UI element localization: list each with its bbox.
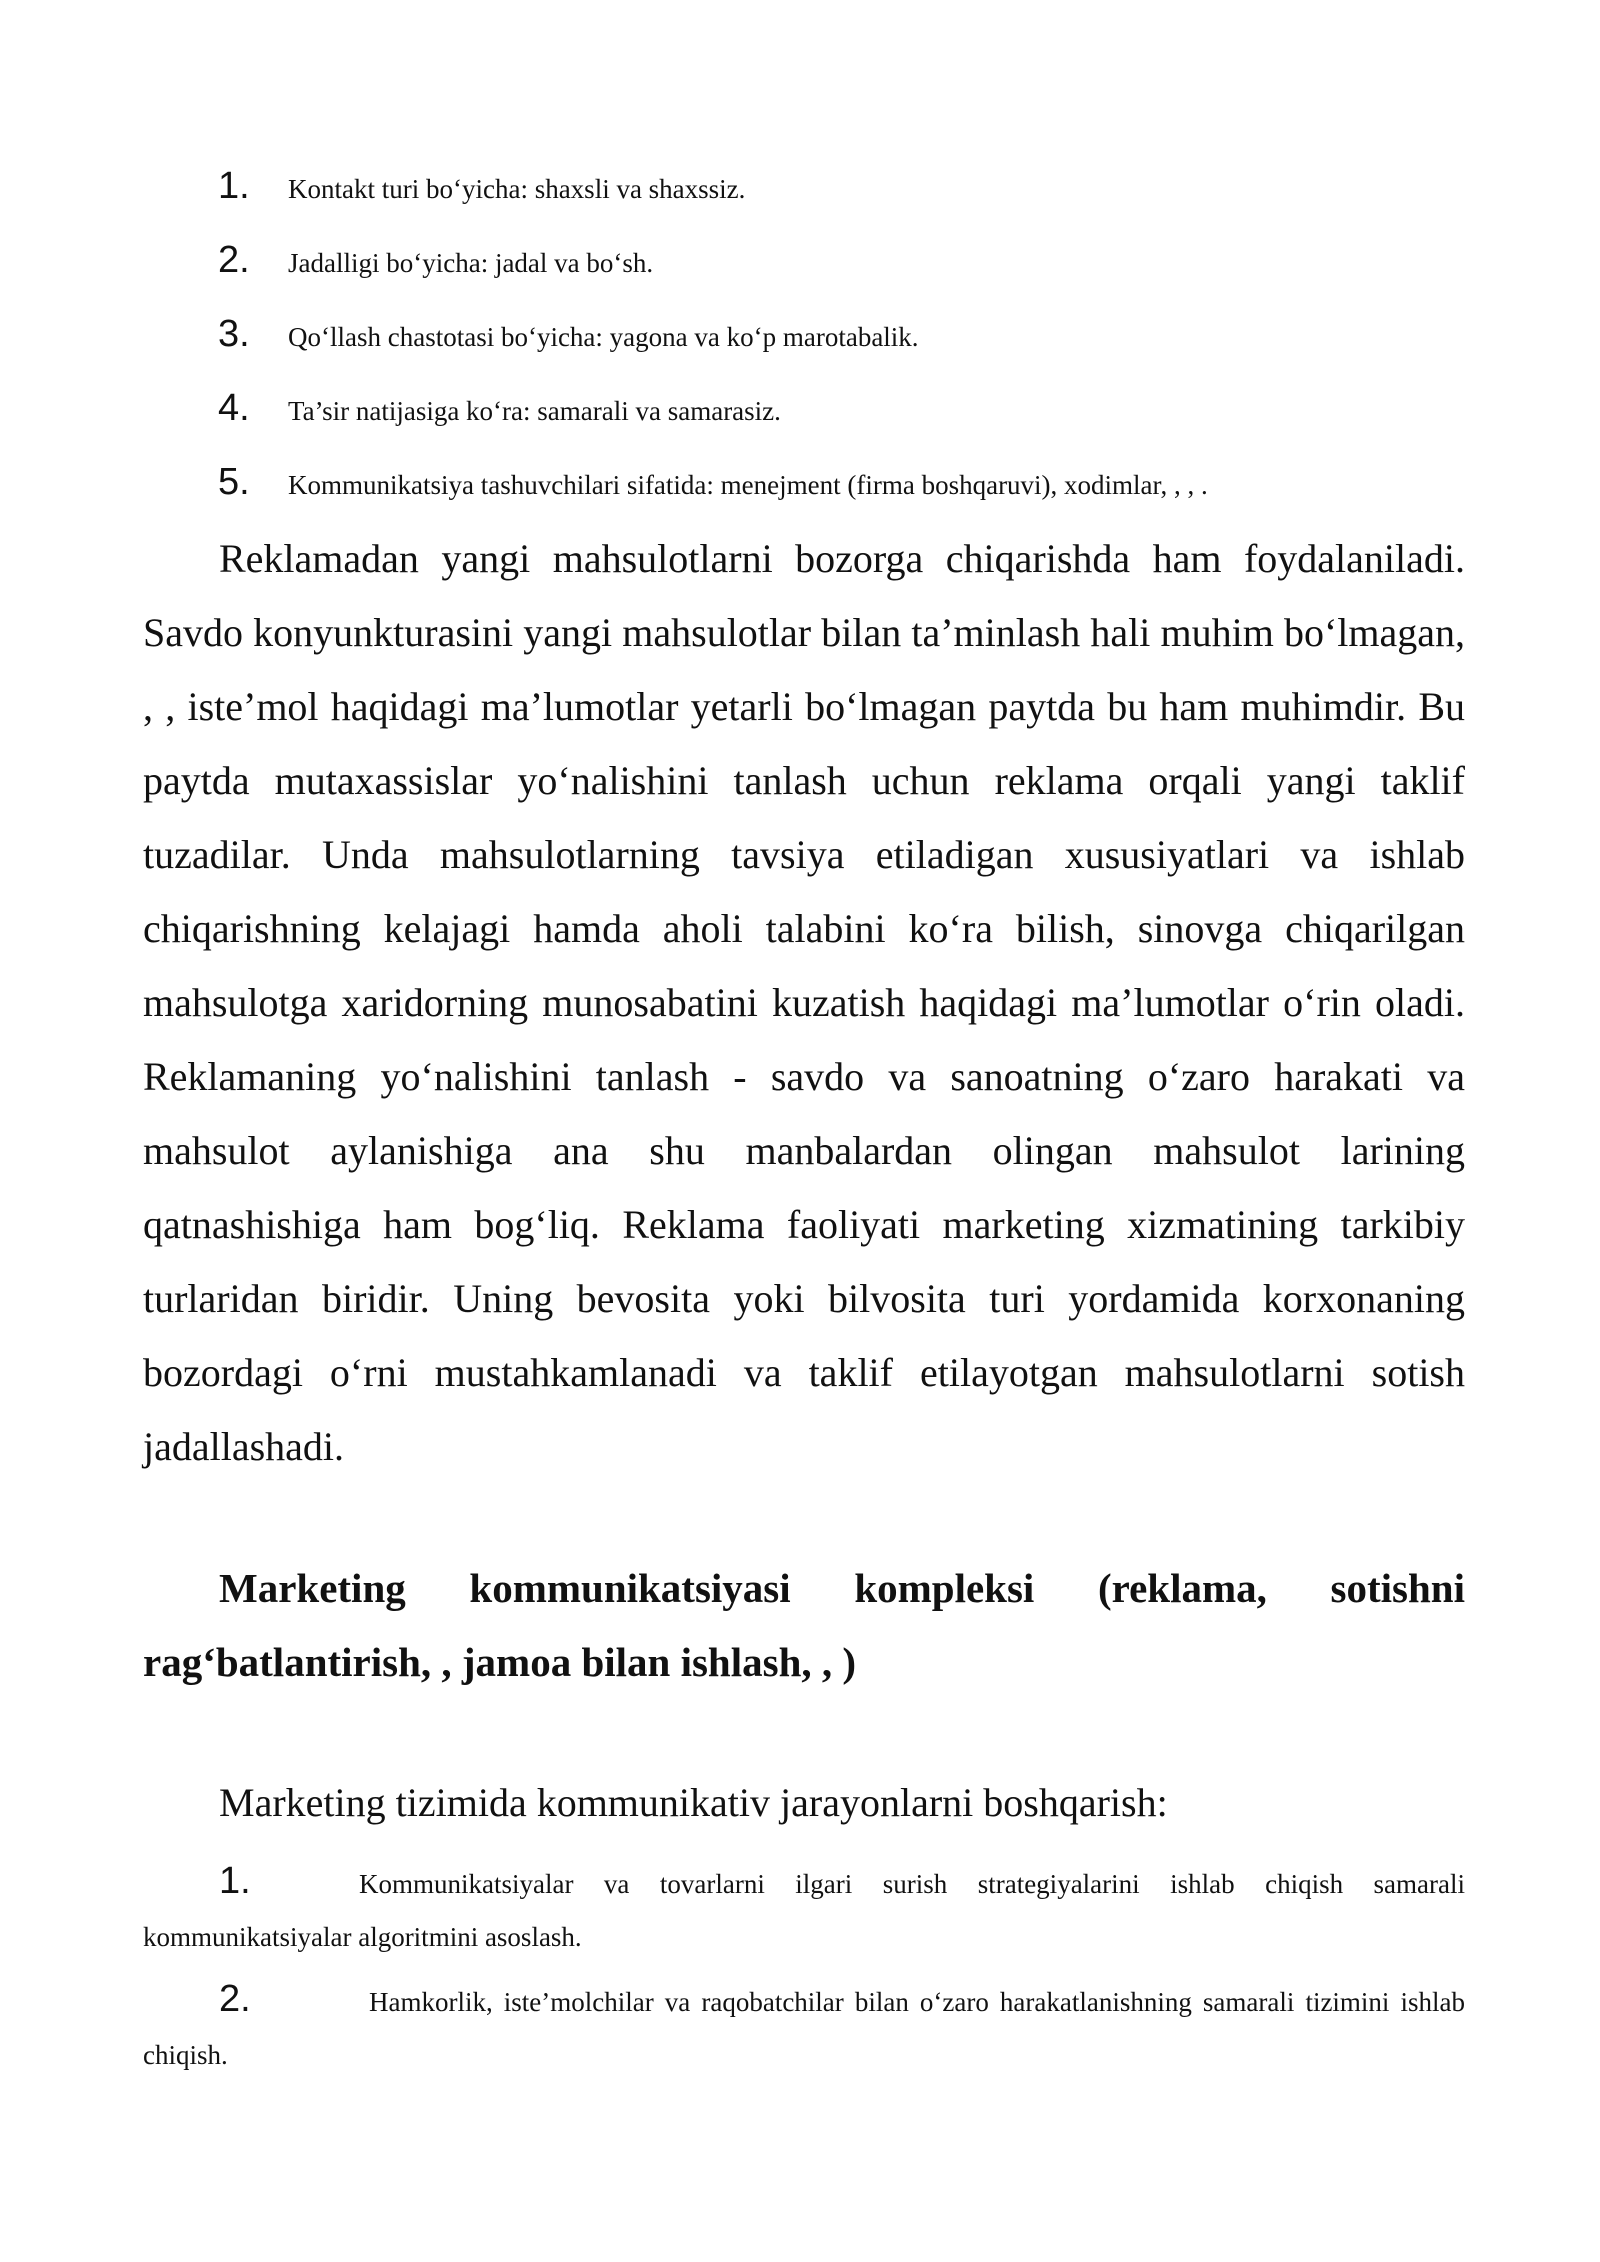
section-subheading: Marketing tizimida kommunikativ jarayonlarni boshqarish: <box>219 1780 1168 1825</box>
list-text: Kommunikatsiya tashuvchilari sifatida: menejment (firma boshqaruvi), xodimlar, , , . <box>288 470 1208 500</box>
list-number: 3. <box>218 313 250 355</box>
list-text: Kommunikatsiyalar va tovarlarni ilgari surish strategiyalarini ishlab chiqish samarali kommunikatsiyalar algoritmini asoslash. <box>143 1869 1465 1952</box>
list-number: 4. <box>218 387 250 429</box>
list-text: Jadalligi bo‘yicha: jadal va bo‘sh. <box>288 248 654 278</box>
list-item <box>143 1855 1465 1964</box>
list-number: 1. <box>218 165 250 207</box>
list-text: Ta’sir natijasiga ko‘ra: samarali va samarasiz. <box>288 396 781 426</box>
list-text: Hamkorlik, iste’molchilar va raqobatchilar bilan o‘zaro harakatlanishning samarali tizimini ishlab chiqish. <box>143 1987 1465 2070</box>
list-item <box>218 165 1468 239</box>
classification-list <box>218 165 1468 535</box>
list-number: 2. <box>219 1978 251 2020</box>
list-item <box>218 387 1468 461</box>
list-number: 2. <box>218 239 250 281</box>
list-item <box>218 239 1468 313</box>
list-text: Kontakt turi bo‘yicha: shaxsli va shaxssiz. <box>288 174 746 204</box>
section-heading: Marketing kommunikatsiyasi kompleksi (reklama, sotishni rag‘batlantirish, , jamoa bilan ishlash, , ) <box>143 1565 1465 1685</box>
list-item <box>143 1973 1465 2082</box>
list-item <box>218 313 1468 387</box>
list-number: 1. <box>219 1860 251 1902</box>
list-text: Qo‘llash chastotasi bo‘yicha: yagona va ko‘p marotabalik. <box>288 322 919 352</box>
body-paragraph: Reklamadan yangi mahsulotlarni bozorga chiqarishda ham foydalaniladi. Savdo konyunkturasini yangi mahsulotlar bilan ta’minlash hali muhim bo‘lmagan, , , iste’mol haqidagi ma’lumotlar yetarli bo‘lmagan paytda bu ham muhimdir. Bu paytda mutaxassislar yo‘nalishini tanlash uchun reklama orqali yangi taklif tuzadilar. Unda mahsulotlarning tavsiya etiladigan xususiyatlari va ishlab chiqarishning kelajagi hamda aholi talabini ko‘ra bilish, sinovga chiqarilgan mahsulotga xaridorning munosabatini kuzatish haqidagi ma’lumotlar o‘rin oladi. Reklamaning yo‘nalishini tanlash - savdo va sanoatning o‘zaro harakati va mahsulot aylanishiga ana shu manbalardan olingan mahsulot larining qatnashishiga ham bog‘liq. Reklama faoliyati marketing xizmatining tarkibiy turlaridan biridir. Uning bevosita yoki bilvosita turi yordamida korxonaning bozordagi o‘rni mustahkamlanadi va taklif etilayotgan mahsulotlarni sotish jadallashadi. <box>143 536 1465 1469</box>
list-number: 5. <box>218 461 250 503</box>
